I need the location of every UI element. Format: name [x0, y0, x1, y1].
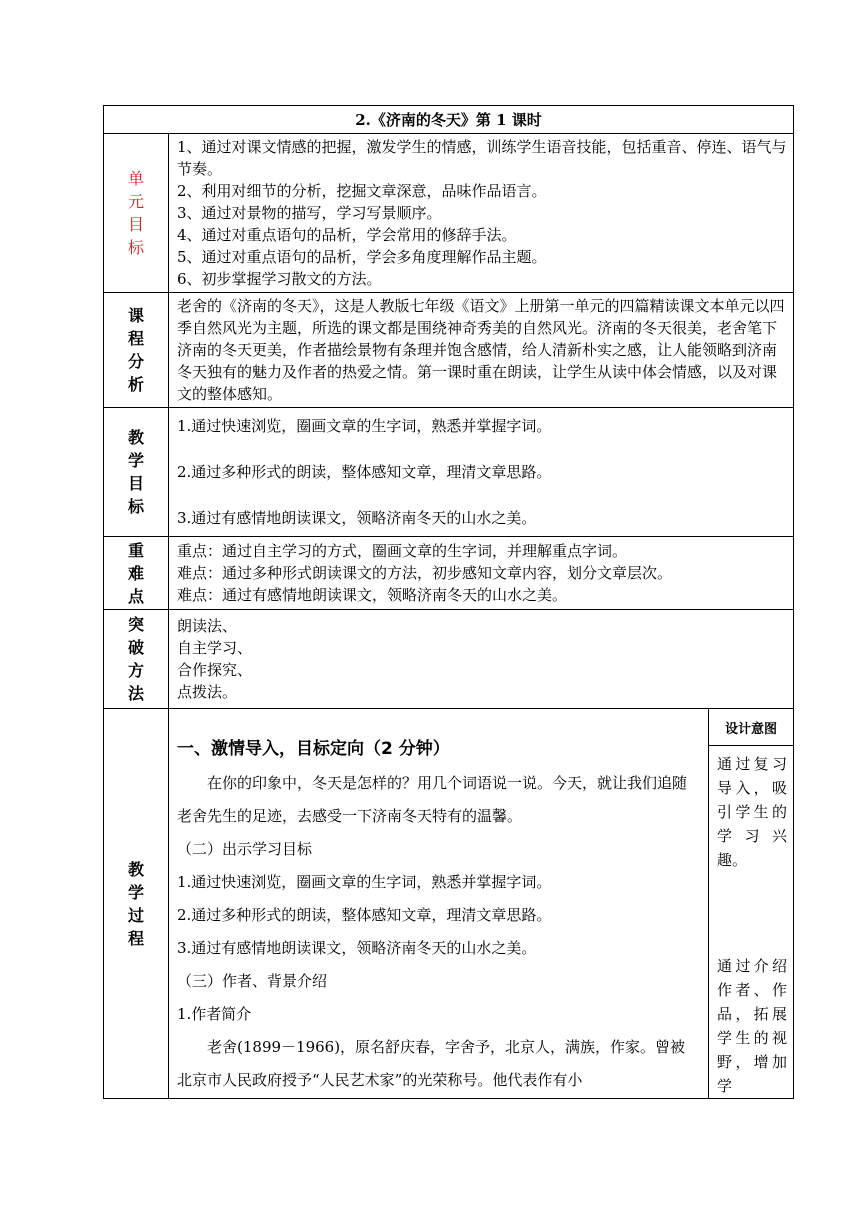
- label-char: 目: [127, 474, 144, 493]
- process-subheading: （三）作者、背景介绍: [177, 972, 328, 990]
- key-points-row: [104, 537, 794, 610]
- label-char: 课: [127, 306, 144, 325]
- key-point-item: 难点：通过有感情地朗读课文，领略济南冬天的山水之美。: [177, 586, 568, 604]
- key-point-item: 重点：通过自主学习的方式，圈画文章的生字词，并理解重点字词。: [177, 542, 628, 560]
- label-char: 元: [127, 192, 144, 211]
- course-analysis-label: [104, 293, 169, 408]
- label-char: 突: [127, 615, 144, 634]
- methods-content: [169, 610, 794, 709]
- label-char: 目: [127, 215, 144, 234]
- methods-row: [104, 610, 794, 709]
- label-char: 点: [127, 586, 144, 606]
- label-char: 教: [127, 859, 144, 879]
- lesson-plan-page: [103, 105, 793, 1099]
- label-char: 单: [127, 169, 144, 188]
- author-text: 老舍(1899－1966)，原名舒庆春，字舍予，北京人，满族，作家。曾被北京市人民政府授予“人民艺术家”的光荣称号。他代表作有小: [177, 1038, 686, 1089]
- label-char: 学: [127, 882, 144, 902]
- title-row: [104, 106, 794, 134]
- label-char: 析: [127, 375, 144, 394]
- unit-goal-item: 1、通过对课文情感的把握，激发学生的情感，训练学生语音技能，包括重音、停连、语气与节奏。: [177, 138, 787, 178]
- teaching-goal-item: 3.通过有感情地朗读课文，领略济南冬天的山水之美。: [177, 509, 537, 527]
- design-intent-note: 通过复习导入，吸引学生的学习兴趣。: [717, 755, 787, 869]
- unit-goals-label: [104, 134, 169, 293]
- unit-goal-item: 5、通过对重点语句的品析，学会多角度理解作品主题。: [177, 248, 547, 266]
- label-char: 难: [127, 563, 144, 583]
- unit-goal-item: 4、通过对重点语句的品析，学会常用的修辞手法。: [177, 226, 517, 244]
- label-char: 程: [127, 928, 144, 948]
- method-item: 合作探究、: [177, 661, 253, 679]
- label-char: 标: [127, 497, 144, 516]
- label-char: 教: [127, 428, 144, 447]
- label-char: 破: [127, 638, 144, 657]
- label-char: 分: [127, 352, 144, 371]
- process-goal-item: 3.通过有感情地朗读课文，领略济南冬天的山水之美。: [177, 939, 537, 957]
- methods-label: [104, 610, 169, 709]
- course-analysis-row: [104, 293, 794, 408]
- unit-goals-row: [104, 134, 794, 293]
- course-analysis-text: 老舍的《济南的冬天》，这是人教版七年级《语文》上册第一单元的四篇精读课文本单元以四季自然风光为主题，所选的课文都是围绕神奇秀美的自然风光。济南的冬天很美，老舍笔下济南的冬天更美，作者描绘景物有条理并饱含感情，给人清新朴实之感，让人能领略到济南冬天独有的魅力及作者的热爱之情。第一课时重在朗读，让学生从读中体会情感，以及对课文的整体感知。: [177, 297, 785, 403]
- process-intro: 在你的印象中，冬天是怎样的？用几个词语说一说。今天，就让我们追随老舍先生的足迹，去感受一下济南冬天特有的温馨。: [177, 774, 688, 825]
- process-heading: 一、激情导入，目标定向（2 分钟）: [177, 739, 450, 759]
- process-header-row: [104, 709, 794, 746]
- author-title: 1.作者简介: [177, 1005, 252, 1023]
- process-content: [169, 709, 709, 1099]
- teaching-goals-label: [104, 408, 169, 537]
- label-char: 学: [127, 451, 144, 470]
- label-char: 方: [127, 661, 144, 680]
- unit-goal-item: 2、利用对细节的分析，挖掘文章深意，品味作品语言。: [177, 182, 547, 200]
- key-points-label: [104, 537, 169, 610]
- unit-goals-content: [169, 134, 794, 293]
- design-intent-note: 通过介绍作者、作品，拓展学生的视野，增加学: [717, 957, 787, 1095]
- teaching-goal-item: 1.通过快速浏览，圈画文章的生字词，熟悉并掌握字词。: [177, 417, 552, 435]
- unit-goal-item: 6、初步掌握学习散文的方法。: [177, 270, 382, 288]
- lesson-plan-table: [103, 105, 794, 1099]
- process-goal-item: 1.通过快速浏览，圈画文章的生字词，熟悉并掌握字词。: [177, 873, 552, 891]
- label-char: 标: [127, 238, 144, 257]
- method-item: 朗读法、: [177, 617, 238, 635]
- key-point-item: 难点：通过多种形式朗读课文的方法，初步感知文章内容，划分文章层次。: [177, 564, 673, 582]
- label-char: 程: [127, 329, 144, 348]
- label-char: 法: [127, 684, 144, 703]
- process-label: [104, 709, 169, 1099]
- method-item: 点拨法。: [177, 683, 238, 701]
- label-char: 过: [127, 905, 144, 925]
- process-subheading: （二）出示学习目标: [177, 840, 313, 858]
- unit-goal-item: 3、通过对景物的描写，学习写景顺序。: [177, 204, 442, 222]
- design-intent-content: [709, 746, 794, 1099]
- spacer: [717, 872, 787, 954]
- lesson-title: 2.《济南的冬天》第 1 课时: [104, 106, 794, 134]
- label-char: 重: [127, 540, 144, 560]
- teaching-goals-content: [169, 408, 794, 537]
- design-intent-header: 设计意图: [709, 709, 794, 746]
- teaching-goals-row: [104, 408, 794, 537]
- key-points-content: [169, 537, 794, 610]
- method-item: 自主学习、: [177, 639, 253, 657]
- process-goal-item: 2.通过多种形式的朗读，整体感知文章，理清文章思路。: [177, 906, 552, 924]
- course-analysis-content: [169, 293, 794, 408]
- teaching-goal-item: 2.通过多种形式的朗读，整体感知文章，理清文章思路。: [177, 463, 552, 481]
